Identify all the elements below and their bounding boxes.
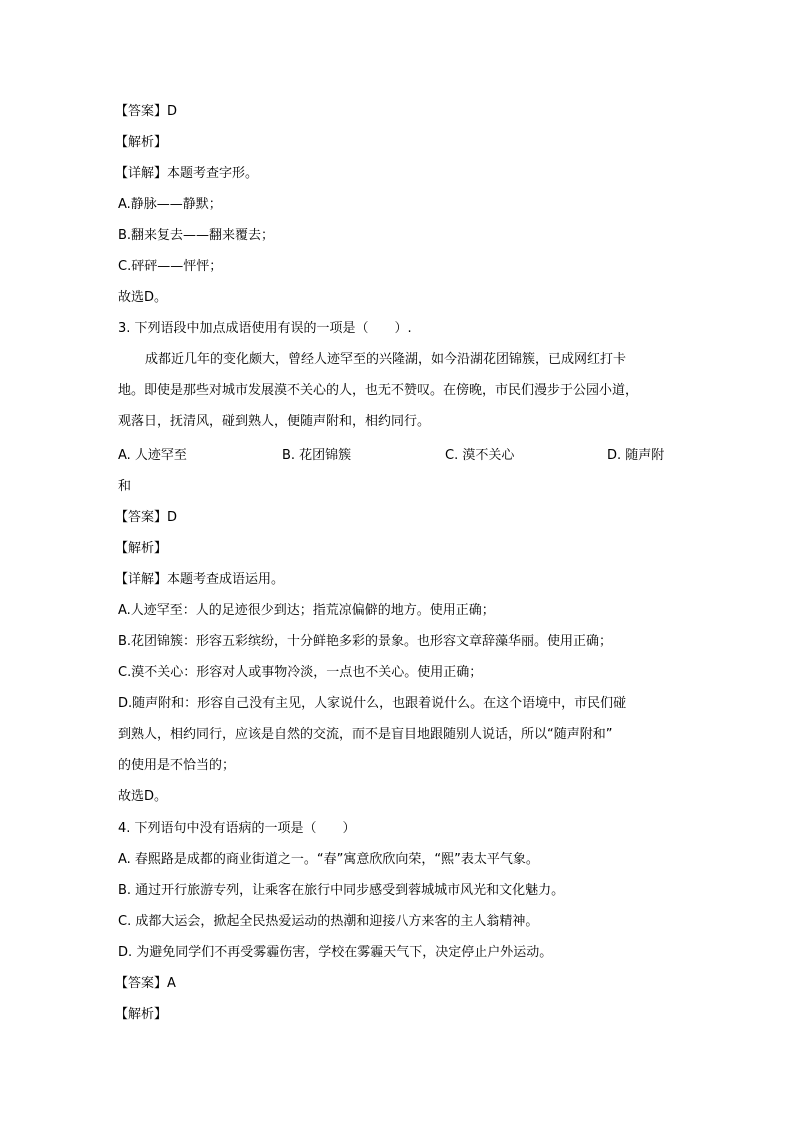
q3-detail: 【详解】本题考查成语运用。	[115, 572, 285, 587]
q4-option-b: B. 通过开行旅游专列，让乘客在旅行中同步感受到蓉城城市风光和文化魅力。	[118, 883, 565, 898]
q3-explanation-d-line-2: 到熟人，相约同行，应该是自然的交流，而不是盲目地跟随别人说话，所以“随声附和”	[118, 727, 613, 742]
q3-option-b: B. 花团锦簇	[282, 448, 352, 463]
q3-explanation-a: A.人迹罕至：人的足迹很少到达；指荒凉偏僻的地方。使用正确；	[118, 603, 495, 618]
q2-item-c: C.砰砰——怦怦；	[118, 259, 223, 274]
q3-option-d: D. 随声附	[607, 448, 665, 463]
q3-passage-line-1: 成都近几年的变化颇大，曾经人迹罕至的兴隆湖，如今沿湖花团锦簇，已成网红打卡	[145, 352, 627, 367]
q2-analysis-label: 【解析】	[115, 135, 168, 150]
q3-option-a: A. 人迹罕至	[118, 448, 187, 463]
q3-stem: 3. 下列语段中加点成语使用有误的一项是（ ）.	[118, 321, 412, 336]
q4-stem: 4. 下列语句中没有语病的一项是（ ）	[118, 821, 356, 836]
q3-explanation-d-line-3: 的使用是不恰当的；	[118, 758, 236, 773]
q3-explanation-c: C.漠不关心：形容对人或事物冷淡，一点也不关心。使用正确；	[118, 665, 483, 680]
q3-analysis-label: 【解析】	[115, 541, 168, 556]
q4-option-d: D. 为避免同学们不再受雾霾伤害，学校在雾霾天气下，决定停止户外运动。	[118, 945, 553, 960]
q2-item-b: B.翻来复去——翻来覆去；	[118, 228, 275, 243]
q2-conclusion: 故选D。	[118, 290, 168, 305]
q3-option-d-wrap: 和	[118, 479, 132, 494]
q2-item-a: A.静脉——静默；	[118, 197, 222, 212]
q4-analysis-label: 【解析】	[115, 1007, 168, 1022]
q3-conclusion: 故选D。	[118, 789, 168, 804]
q4-option-c: C. 成都大运会，掀起全民热爱运动的热潮和迎接八方来客的主人翁精神。	[118, 914, 539, 929]
q3-explanation-d-line-1: D.随声附和：形容自己没有主见，人家说什么，也跟着说什么。在这个语境中，市民们碰	[118, 696, 627, 711]
q3-explanation-b: B.花团锦簇：形容五彩缤纷，十分鲜艳多彩的景象。也形容文章辞藻华丽。使用正确；	[118, 634, 613, 649]
q3-answer: 【答案】D	[115, 510, 178, 525]
q3-passage-line-2: 地。即使是那些对城市发展漠不关心的人，也无不赞叹。在傍晚，市民们漫步于公园小道，	[118, 383, 639, 398]
q2-detail: 【详解】本题考查字形。	[115, 166, 259, 181]
q4-option-a: A. 春熙路是成都的商业街道之一。“春”寓意欣欣向荣，“熙”表太平气象。	[118, 852, 539, 867]
q3-option-c: C. 漠不关心	[445, 448, 515, 463]
q4-answer: 【答案】A	[115, 976, 176, 991]
q3-passage-line-3: 观落日，抚清风，碰到熟人，便随声附和，相约同行。	[118, 414, 431, 429]
q2-answer: 【答案】D	[115, 104, 178, 119]
